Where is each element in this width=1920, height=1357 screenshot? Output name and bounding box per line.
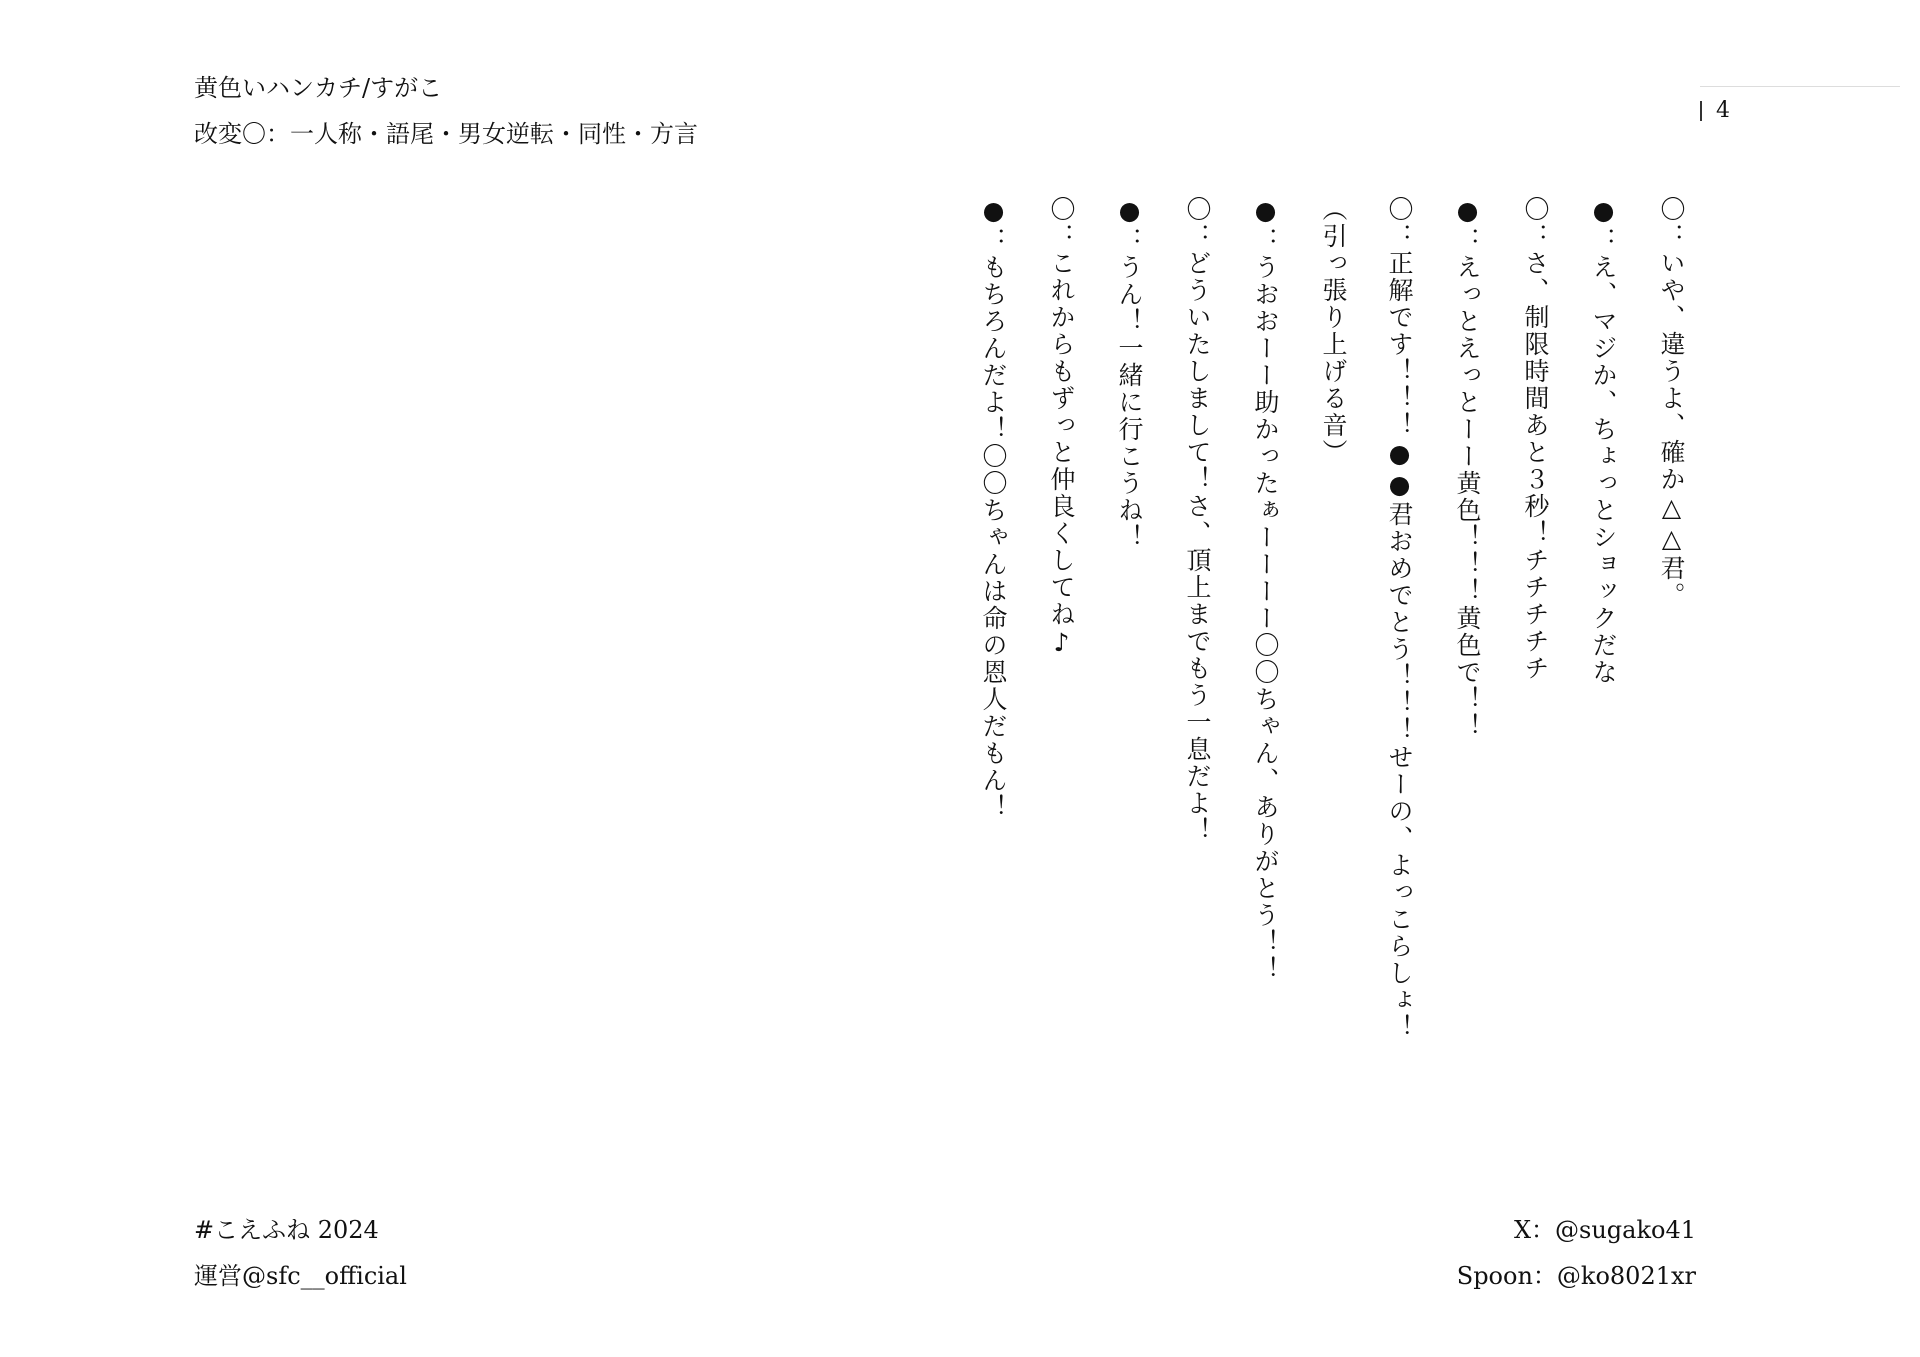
operator-credit: 運営@sfc__official [194,1262,407,1290]
script-line-1: 〇：いや、違うよ、確か△△君。 [1657,196,1686,609]
script-line-2: ●：え、マジか、ちょっとショックだな [1589,196,1618,686]
adaptation-tags: 改変〇：一人称・語尾・男女逆転・同性・方言 [194,120,698,148]
x-account: X：@sugako41 [1513,1216,1696,1244]
script-line-10: 〇：これからもずっと仲良くしてね♪ [1047,196,1076,659]
script-line-7: ●：うおおーー助かったぁーーーー〇〇ちゃん、ありがとう！！ [1251,196,1280,983]
event-hashtag: #こえふね 2024 [194,1216,379,1244]
script-line-11: ●：もちろんだよ！〇〇ちゃんは命の恩人だもん！ [979,196,1008,821]
script-line-8: 〇：どういたしまして！さ、頂上までもう一息だよ！ [1183,196,1212,844]
script-line-9: ●：うん！一緒に行こうね！ [1115,196,1144,551]
document-title: 黄色いハンカチ/すがこ [194,74,443,102]
script-line-3: 〇：さ、制限時間あと３秒！チチチチチ [1521,196,1550,682]
script-line-6: （引っ張り上げる音） [1319,196,1348,466]
script-line-5: 〇：正解です！！！●●君おめでとう！！！せーの、よっこらしょ！ [1385,196,1414,1041]
spoon-account: Spoon：@ko8021xr [1456,1262,1696,1290]
script-body [960,196,1710,1096]
page-number-divider [1700,101,1702,121]
script-line-4: ●：えっとえっとーー黄色！！！黄色で！！ [1453,196,1482,740]
page-number-rule [1700,86,1900,87]
page-number: 4 [1716,98,1730,123]
